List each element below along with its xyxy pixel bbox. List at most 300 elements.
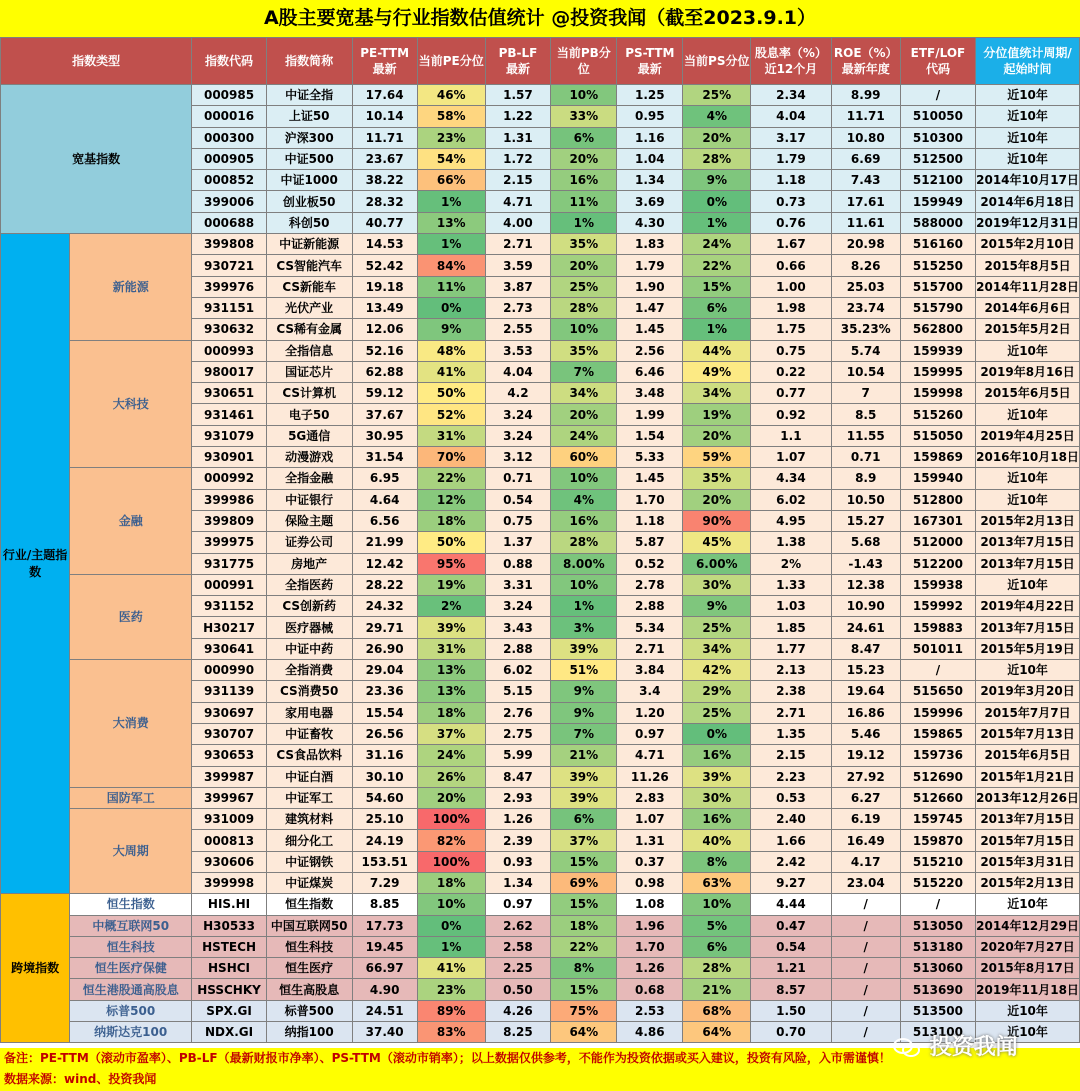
table-cell: 科创50 — [266, 212, 352, 233]
table-cell: 1.00 — [751, 276, 831, 297]
table-cell: 931775 — [192, 553, 267, 574]
table-cell: 2.55 — [485, 319, 551, 340]
table-row — [1, 936, 1080, 957]
table-cell: 513690 — [900, 979, 975, 1000]
table-cell: 20% — [551, 255, 617, 276]
table-cell: 512000 — [900, 532, 975, 553]
table-cell: / — [900, 85, 975, 106]
table-cell: 69% — [551, 872, 617, 893]
table-cell: 1.57 — [485, 85, 551, 106]
table-cell: 2.13 — [751, 660, 831, 681]
table-cell: 399006 — [192, 191, 267, 212]
table-cell: 近10年 — [976, 127, 1080, 148]
table-cell: 000985 — [192, 85, 267, 106]
subgroup-label: 大周期 — [70, 809, 192, 894]
table-cell: 000991 — [192, 574, 267, 595]
table-cell: 18% — [417, 872, 485, 893]
table-cell: 399998 — [192, 872, 267, 893]
table-cell: 000016 — [192, 106, 267, 127]
table-row — [1, 958, 1080, 979]
table-cell: 2015年7月13日 — [976, 723, 1080, 744]
table-cell: 创业板50 — [266, 191, 352, 212]
table-cell: 24.61 — [831, 617, 900, 638]
table-cell: 11.61 — [831, 212, 900, 233]
table-cell: 2020年7月27日 — [976, 936, 1080, 957]
table-cell: 29% — [683, 681, 751, 702]
table-cell: 16% — [551, 510, 617, 531]
table-cell: 18% — [551, 915, 617, 936]
table-cell: 52% — [417, 404, 485, 425]
table-cell: 90% — [683, 510, 751, 531]
table-cell: CS食品饮料 — [266, 745, 352, 766]
table-cell: 27.92 — [831, 766, 900, 787]
group-label: 行业/主题指数 — [1, 234, 70, 894]
table-cell: 2.23 — [751, 766, 831, 787]
subgroup-label: 医药 — [70, 574, 192, 659]
table-cell: 17.64 — [352, 85, 417, 106]
table-cell: 000905 — [192, 148, 267, 169]
table-cell: 159949 — [900, 191, 975, 212]
table-cell: 2.73 — [485, 297, 551, 318]
table-cell: 11.71 — [831, 106, 900, 127]
table-cell: 1.25 — [617, 85, 683, 106]
table-cell: 9% — [683, 596, 751, 617]
table-cell: 全指医药 — [266, 574, 352, 595]
table-cell: 15% — [551, 851, 617, 872]
table-cell: 24.51 — [352, 1000, 417, 1021]
table-cell: 28.22 — [352, 574, 417, 595]
table-cell: 8.25 — [485, 1022, 551, 1043]
table-cell: 2019年3月20日 — [976, 681, 1080, 702]
table-cell: 2% — [751, 553, 831, 574]
table-cell: 23.36 — [352, 681, 417, 702]
table-cell: 2.25 — [485, 958, 551, 979]
table-cell: 15% — [551, 979, 617, 1000]
table-cell: 1.37 — [485, 532, 551, 553]
table-cell: / — [900, 894, 975, 915]
subgroup-label: 国防军工 — [70, 787, 192, 808]
table-cell: 5.15 — [485, 681, 551, 702]
footer — [0, 1048, 1080, 1091]
table-cell: 31% — [417, 425, 485, 446]
table-cell: 1.38 — [751, 532, 831, 553]
table-cell: 2.83 — [617, 787, 683, 808]
table-cell: 2.38 — [751, 681, 831, 702]
table-cell: 中证1000 — [266, 170, 352, 191]
table-cell: 0.22 — [751, 361, 831, 382]
table-cell: 59.12 — [352, 383, 417, 404]
table-cell: 562800 — [900, 319, 975, 340]
table-cell: 35% — [551, 340, 617, 361]
table-cell: 34% — [551, 383, 617, 404]
table-cell: 930653 — [192, 745, 267, 766]
table-cell: 159883 — [900, 617, 975, 638]
table-cell: 24% — [551, 425, 617, 446]
table-cell: 房地产 — [266, 553, 352, 574]
table-cell: 930632 — [192, 319, 267, 340]
table-cell: 1.66 — [751, 830, 831, 851]
table-cell: 30% — [683, 787, 751, 808]
table-cell: 国证芯片 — [266, 361, 352, 382]
table-cell: 931079 — [192, 425, 267, 446]
table-cell: 近10年 — [976, 468, 1080, 489]
table-cell: 7 — [831, 383, 900, 404]
table-cell: 1.26 — [617, 958, 683, 979]
table-cell: 2.71 — [751, 702, 831, 723]
table-cell: 1.26 — [485, 809, 551, 830]
table-cell: / — [831, 1022, 900, 1043]
table-cell: 39% — [551, 638, 617, 659]
table-cell: 2.71 — [617, 638, 683, 659]
table-cell: 159745 — [900, 809, 975, 830]
table-cell: 5.68 — [831, 532, 900, 553]
table-cell: 51% — [551, 660, 617, 681]
table-cell: 1.45 — [617, 319, 683, 340]
table-cell: 11.26 — [617, 766, 683, 787]
table-cell: 20% — [551, 148, 617, 169]
table-cell: 930697 — [192, 702, 267, 723]
table-cell: 25% — [683, 85, 751, 106]
table-cell: 931151 — [192, 297, 267, 318]
table-cell: 恒生高股息 — [266, 979, 352, 1000]
table-cell: 515210 — [900, 851, 975, 872]
table-row — [1, 660, 1080, 681]
table-cell: 中证军工 — [266, 787, 352, 808]
table-cell: 2013年7月15日 — [976, 532, 1080, 553]
table-cell: 光伏产业 — [266, 297, 352, 318]
table-cell: 9% — [551, 681, 617, 702]
table-cell: 0.66 — [751, 255, 831, 276]
table-cell: 1.08 — [617, 894, 683, 915]
table-row — [1, 894, 1080, 915]
table-cell: 52.16 — [352, 340, 417, 361]
table-cell: 39% — [417, 617, 485, 638]
table-cell: SPX.GI — [192, 1000, 267, 1021]
column-header: PE-TTM 最新 — [352, 38, 417, 85]
table-cell: 2014年11月28日 — [976, 276, 1080, 297]
table-cell: 1.70 — [617, 489, 683, 510]
table-cell: 2015年8月5日 — [976, 255, 1080, 276]
table-cell: 6.95 — [352, 468, 417, 489]
column-header: 指数代码 — [192, 38, 267, 85]
table-cell: 8.57 — [751, 979, 831, 1000]
table-cell: 2.39 — [485, 830, 551, 851]
table-cell: 中证500 — [266, 148, 352, 169]
table-cell: 近10年 — [976, 85, 1080, 106]
table-cell: 8.85 — [352, 894, 417, 915]
table-cell: 1.31 — [485, 127, 551, 148]
table-cell: 2016年10月18日 — [976, 447, 1080, 468]
table-cell: 医疗器械 — [266, 617, 352, 638]
table-cell: 19% — [683, 404, 751, 425]
table-cell: 0.97 — [617, 723, 683, 744]
table-cell: HSHCI — [192, 958, 267, 979]
table-cell: 8.99 — [831, 85, 900, 106]
table-cell: 0.68 — [617, 979, 683, 1000]
table-cell: 20% — [683, 425, 751, 446]
table-cell: -1.43 — [831, 553, 900, 574]
table-cell: 1.79 — [617, 255, 683, 276]
table-cell: 2.58 — [485, 936, 551, 957]
table-cell: 45% — [683, 532, 751, 553]
column-header: 当前PS分位 — [683, 38, 751, 85]
table-cell: 3.24 — [485, 596, 551, 617]
table-cell: 0% — [417, 915, 485, 936]
table-cell: 1.85 — [751, 617, 831, 638]
table-cell: 42% — [683, 660, 751, 681]
table-cell: 22% — [683, 255, 751, 276]
table-cell: 3.69 — [617, 191, 683, 212]
table-cell: 1.03 — [751, 596, 831, 617]
table-cell: 2019年8月16日 — [976, 361, 1080, 382]
table-cell: 4.30 — [617, 212, 683, 233]
table-cell: 930707 — [192, 723, 267, 744]
subgroup-label: 恒生指数 — [70, 894, 192, 915]
table-cell: 1.77 — [751, 638, 831, 659]
table-cell: 516160 — [900, 234, 975, 255]
table-cell: 95% — [417, 553, 485, 574]
table-cell: 930721 — [192, 255, 267, 276]
table-cell: 3.53 — [485, 340, 551, 361]
table-cell: 513050 — [900, 915, 975, 936]
table-cell: CS新能车 — [266, 276, 352, 297]
table-cell: 2019年11月18日 — [976, 979, 1080, 1000]
table-cell: 0% — [683, 191, 751, 212]
group-label: 跨境指数 — [1, 894, 70, 1043]
table-cell: 1.50 — [751, 1000, 831, 1021]
table-cell: 4.04 — [751, 106, 831, 127]
table-cell: 3.59 — [485, 255, 551, 276]
table-cell: 930651 — [192, 383, 267, 404]
table-cell: 0.92 — [751, 404, 831, 425]
table-cell: 515220 — [900, 872, 975, 893]
table-cell: 1.90 — [617, 276, 683, 297]
table-cell: 细分化工 — [266, 830, 352, 851]
table-cell: 6.19 — [831, 809, 900, 830]
table-cell: 8% — [683, 851, 751, 872]
table-cell: 1.75 — [751, 319, 831, 340]
watermark: 投资我闻 — [892, 1030, 1072, 1066]
table-cell: 159938 — [900, 574, 975, 595]
table-cell: 000993 — [192, 340, 267, 361]
table-cell: 2015年2月13日 — [976, 510, 1080, 531]
subgroup-label: 恒生医疗保健 — [70, 958, 192, 979]
table-cell: 1.45 — [617, 468, 683, 489]
table-cell: 399809 — [192, 510, 267, 531]
table-cell: HIS.HI — [192, 894, 267, 915]
page-title: A股主要宽基与行业指数估值统计 @投资我闻（截至2023.9.1） — [0, 0, 1080, 37]
table-cell: 48% — [417, 340, 485, 361]
table-cell: 26.90 — [352, 638, 417, 659]
table-cell: 23% — [417, 979, 485, 1000]
table-cell: 28% — [683, 958, 751, 979]
table-cell: 纳指100 — [266, 1022, 352, 1043]
table-cell: 931139 — [192, 681, 267, 702]
table-cell: 电子50 — [266, 404, 352, 425]
table-cell: 2019年12月31日 — [976, 212, 1080, 233]
table-cell: 60% — [551, 447, 617, 468]
table-cell: 2015年3月31日 — [976, 851, 1080, 872]
table-cell: 4.26 — [485, 1000, 551, 1021]
table-cell: 25.03 — [831, 276, 900, 297]
table-cell: 0.88 — [485, 553, 551, 574]
table-row — [1, 234, 1080, 255]
table-cell: 7% — [551, 361, 617, 382]
table-cell: / — [831, 958, 900, 979]
table-cell: 23.04 — [831, 872, 900, 893]
table-cell: 931461 — [192, 404, 267, 425]
table-cell: 5G通信 — [266, 425, 352, 446]
table-cell: 512660 — [900, 787, 975, 808]
table-cell: 中证新能源 — [266, 234, 352, 255]
table-cell: 0.54 — [485, 489, 551, 510]
header-row — [1, 38, 1080, 85]
table-row — [1, 340, 1080, 361]
table-cell: 0.37 — [617, 851, 683, 872]
table-cell: 10.54 — [831, 361, 900, 382]
table-cell: 8.9 — [831, 468, 900, 489]
table-cell: 19% — [417, 574, 485, 595]
table-cell: 中证钢铁 — [266, 851, 352, 872]
table-cell: 2015年7月15日 — [976, 830, 1080, 851]
table-cell: 167301 — [900, 510, 975, 531]
table-cell: 10.80 — [831, 127, 900, 148]
table-cell: 0.47 — [751, 915, 831, 936]
table-cell: 24% — [683, 234, 751, 255]
table-cell: 3.24 — [485, 425, 551, 446]
table-cell: 上证50 — [266, 106, 352, 127]
table-cell: 10% — [551, 574, 617, 595]
column-header: ETF/LOF 代码 — [900, 38, 975, 85]
table-cell: CS创新药 — [266, 596, 352, 617]
table-cell: 0.77 — [751, 383, 831, 404]
table-cell: 159940 — [900, 468, 975, 489]
table-cell: 3.43 — [485, 617, 551, 638]
table-cell: 16% — [683, 745, 751, 766]
table-cell: 513500 — [900, 1000, 975, 1021]
table-cell: 中证白酒 — [266, 766, 352, 787]
table-cell: 21% — [551, 745, 617, 766]
table-cell: 10% — [551, 319, 617, 340]
table-cell: 中国互联网50 — [266, 915, 352, 936]
table-cell: 8.47 — [485, 766, 551, 787]
table-cell: 512800 — [900, 489, 975, 510]
table-cell: 1.83 — [617, 234, 683, 255]
table-cell: 1% — [417, 936, 485, 957]
table-row — [1, 1022, 1080, 1043]
table-cell: 50% — [417, 383, 485, 404]
table-cell: 保险主题 — [266, 510, 352, 531]
footer-note: 备注：PE-TTM（滚动市盈率）、PB-LF（最新财报市净率）、PS-TTM（滚动市销率）；以上数据仅供参考，不能作为投资依据或买入建议，投资有风险，入市需谨慎！ — [4, 1051, 891, 1065]
table-cell: 159995 — [900, 361, 975, 382]
table-cell: 恒生科技 — [266, 936, 352, 957]
table-cell: 1.98 — [751, 297, 831, 318]
table-cell: 0.52 — [617, 553, 683, 574]
table-cell: 82% — [417, 830, 485, 851]
table-cell: 46% — [417, 85, 485, 106]
table-cell: 2015年7月7日 — [976, 702, 1080, 723]
table-cell: 159939 — [900, 340, 975, 361]
table-cell: 28% — [551, 297, 617, 318]
table-cell: 31% — [417, 638, 485, 659]
table-cell: 2015年2月13日 — [976, 872, 1080, 893]
table-cell: 0.71 — [831, 447, 900, 468]
subgroup-label: 恒生科技 — [70, 936, 192, 957]
table-cell: 930641 — [192, 638, 267, 659]
table-cell: 13% — [417, 681, 485, 702]
table-cell: 2.15 — [751, 745, 831, 766]
table-cell: 3.4 — [617, 681, 683, 702]
table-cell: 21.99 — [352, 532, 417, 553]
table-cell: 近10年 — [976, 1022, 1080, 1043]
table-cell: 1.35 — [751, 723, 831, 744]
table-cell: 34% — [683, 638, 751, 659]
table-cell: 1.70 — [617, 936, 683, 957]
table-cell: 2015年1月21日 — [976, 766, 1080, 787]
table-cell: 4.00 — [485, 212, 551, 233]
column-header: PB-LF 最新 — [485, 38, 551, 85]
table-cell: 16% — [683, 809, 751, 830]
table-cell: 44% — [683, 340, 751, 361]
table-cell: 2.88 — [485, 638, 551, 659]
table-cell: CS智能汽车 — [266, 255, 352, 276]
table-cell: 0.75 — [485, 510, 551, 531]
table-cell: 2.42 — [751, 851, 831, 872]
table-cell: 2015年8月17日 — [976, 958, 1080, 979]
table-cell: 2015年2月10日 — [976, 234, 1080, 255]
table-cell: 5.33 — [617, 447, 683, 468]
table-cell: 37% — [417, 723, 485, 744]
table-cell: 沪深300 — [266, 127, 352, 148]
table-cell: 19.18 — [352, 276, 417, 297]
table-cell: 1% — [683, 319, 751, 340]
subgroup-label: 金融 — [70, 468, 192, 574]
table-cell: 0.73 — [751, 191, 831, 212]
table-cell: 3.31 — [485, 574, 551, 595]
table-cell: 2014年10月17日 — [976, 170, 1080, 191]
table-cell: 9% — [417, 319, 485, 340]
footer-source: 数据来源：wind、投资我闻 — [4, 1072, 157, 1086]
valuation-table — [0, 37, 1080, 1043]
table-cell: 0.93 — [485, 851, 551, 872]
table-cell: 159736 — [900, 745, 975, 766]
table-cell: 12% — [417, 489, 485, 510]
table-cell: 0.95 — [617, 106, 683, 127]
table-cell: 4.90 — [352, 979, 417, 1000]
table-cell: 2013年7月15日 — [976, 809, 1080, 830]
table-cell: 513060 — [900, 958, 975, 979]
table-cell: 35% — [551, 234, 617, 255]
table-cell: / — [900, 660, 975, 681]
table-cell: / — [831, 894, 900, 915]
table-cell: 10.90 — [831, 596, 900, 617]
table-cell: 1.07 — [751, 447, 831, 468]
table-cell: 22% — [551, 936, 617, 957]
table-cell: 近10年 — [976, 106, 1080, 127]
table-cell: 28.32 — [352, 191, 417, 212]
table-cell: 11% — [551, 191, 617, 212]
table-cell: 2015年6月5日 — [976, 745, 1080, 766]
table-cell: 20% — [551, 404, 617, 425]
table-cell: 000992 — [192, 468, 267, 489]
table-cell: 24.32 — [352, 596, 417, 617]
table-cell: 全指金融 — [266, 468, 352, 489]
table-cell: 6.69 — [831, 148, 900, 169]
table-cell: 39% — [683, 766, 751, 787]
table-cell: 41% — [417, 361, 485, 382]
table-cell: 11.71 — [352, 127, 417, 148]
table-cell: 5.74 — [831, 340, 900, 361]
